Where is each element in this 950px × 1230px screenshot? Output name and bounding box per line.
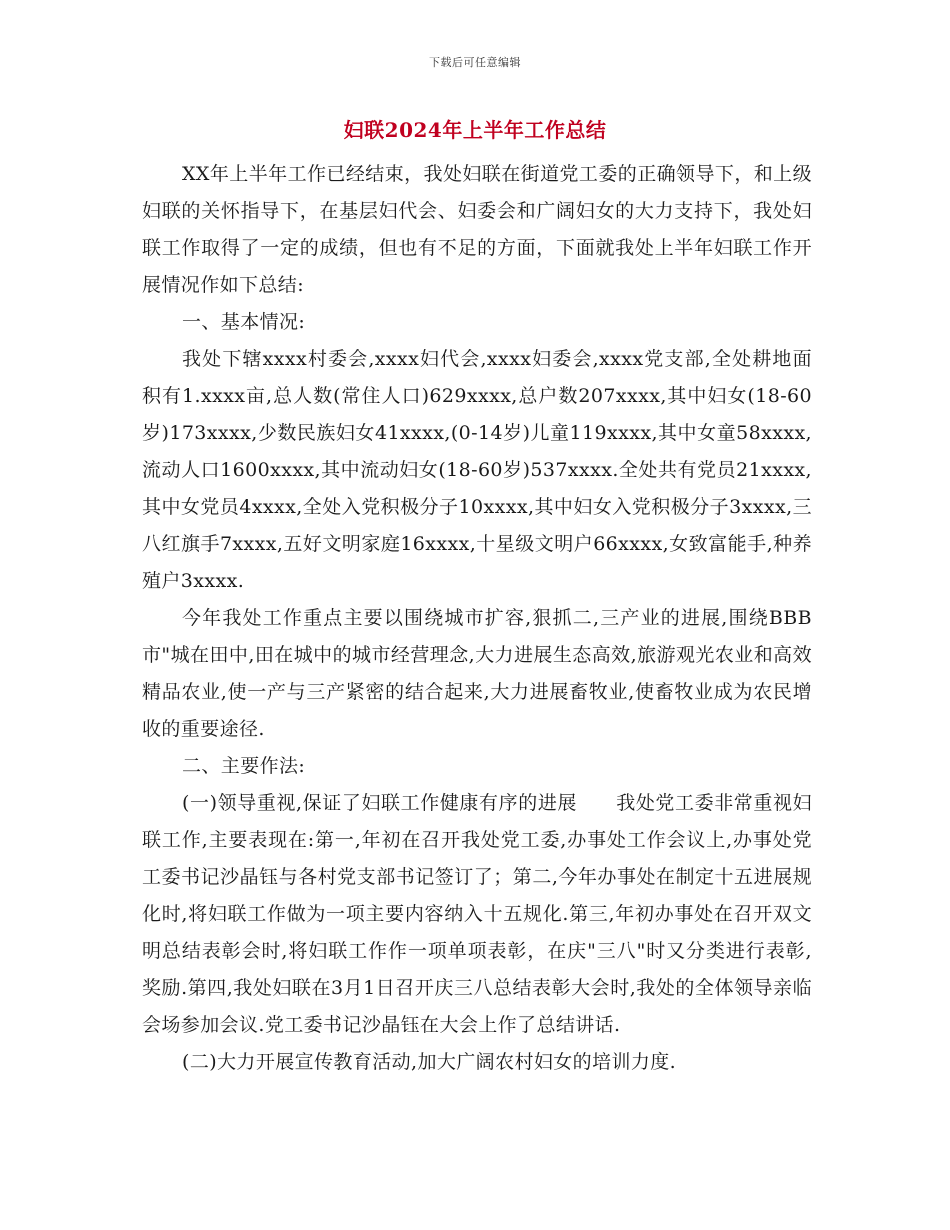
document-body: [142, 156, 812, 1081]
paragraph-leadership: (一)领导重视,保证了妇联工作健康有序的进展 我处党工委非常重视妇联工作,主要表现在:第一,年初在召开我处党工委,办事处工作会议上,办事处党工委书记沙晶钰与各村党支部书记签订了；第二,今年办事处在制定十五进展规化时,将妇联工作做为一项主要内容纳入十五规化.第三,年初办事处在召开双文明总结表彰会时,将妇联工作作一项单项表彰，在庆"三八"时又分类进行表彰,奖励.第四,我处妇联在3月1日召开庆三八总结表彰大会时,我处的全体领导亲临会场参加会议.党工委书记沙晶钰在大会上作了总结讲话.: [142, 792, 812, 1036]
document-title: 妇联2024年上半年工作总结: [343, 118, 607, 142]
paragraph-education: (二)大力开展宣传教育活动,加大广阔农村妇女的培训力度.: [182, 1051, 677, 1073]
heading-main-practices: 二、主要作法:: [182, 755, 306, 777]
paragraph-statistics: 我处下辖xxxx村委会,xxxx妇代会,xxxx妇委会,xxxx党支部,全处耕地面积有1.xxxx亩,总人数(常住人口)629xxxx,总户数207xxxx,其中妇女(18-60岁)173xxxx,少数民族妇女41xxxx,(0-14岁)儿童119xxxx,其中女童58xxxx,流动人口1600xxxx,其中流动妇女(18-60岁)537xxxx.全处共有党员21xxxx,其中女党员4xxxx,全处入党积极分子10xxxx,其中妇女入党积极分子3xxxx,三八红旗手7xxxx,五好文明家庭16xxxx,十星级文明户66xxxx,女致富能手,种养殖户3xxxx.: [142, 348, 812, 592]
download-note: 下载后可任意编辑: [429, 56, 521, 69]
paragraph-work-focus: 今年我处工作重点主要以围绕城市扩容,狠抓二,三产业的进展,围绕BBB市"城在田中,田在城中的城市经营理念,大力进展生态高效,旅游观光农业和高效精品农业,使一产与三产紧密的结合起来,大力进展畜牧业,使畜牧业成为农民增收的重要途径.: [142, 607, 812, 740]
heading-basic-situation: 一、基本情况:: [182, 311, 306, 333]
paragraph-intro: XX年上半年工作已经结束，我处妇联在街道党工委的正确领导下，和上级妇联的关怀指导下，在基层妇代会、妇委会和广阔妇女的大力支持下，我处妇联工作取得了一定的成绩，但也有不足的方面，下面就我处上半年妇联工作开展情况作如下总结:: [142, 163, 812, 296]
